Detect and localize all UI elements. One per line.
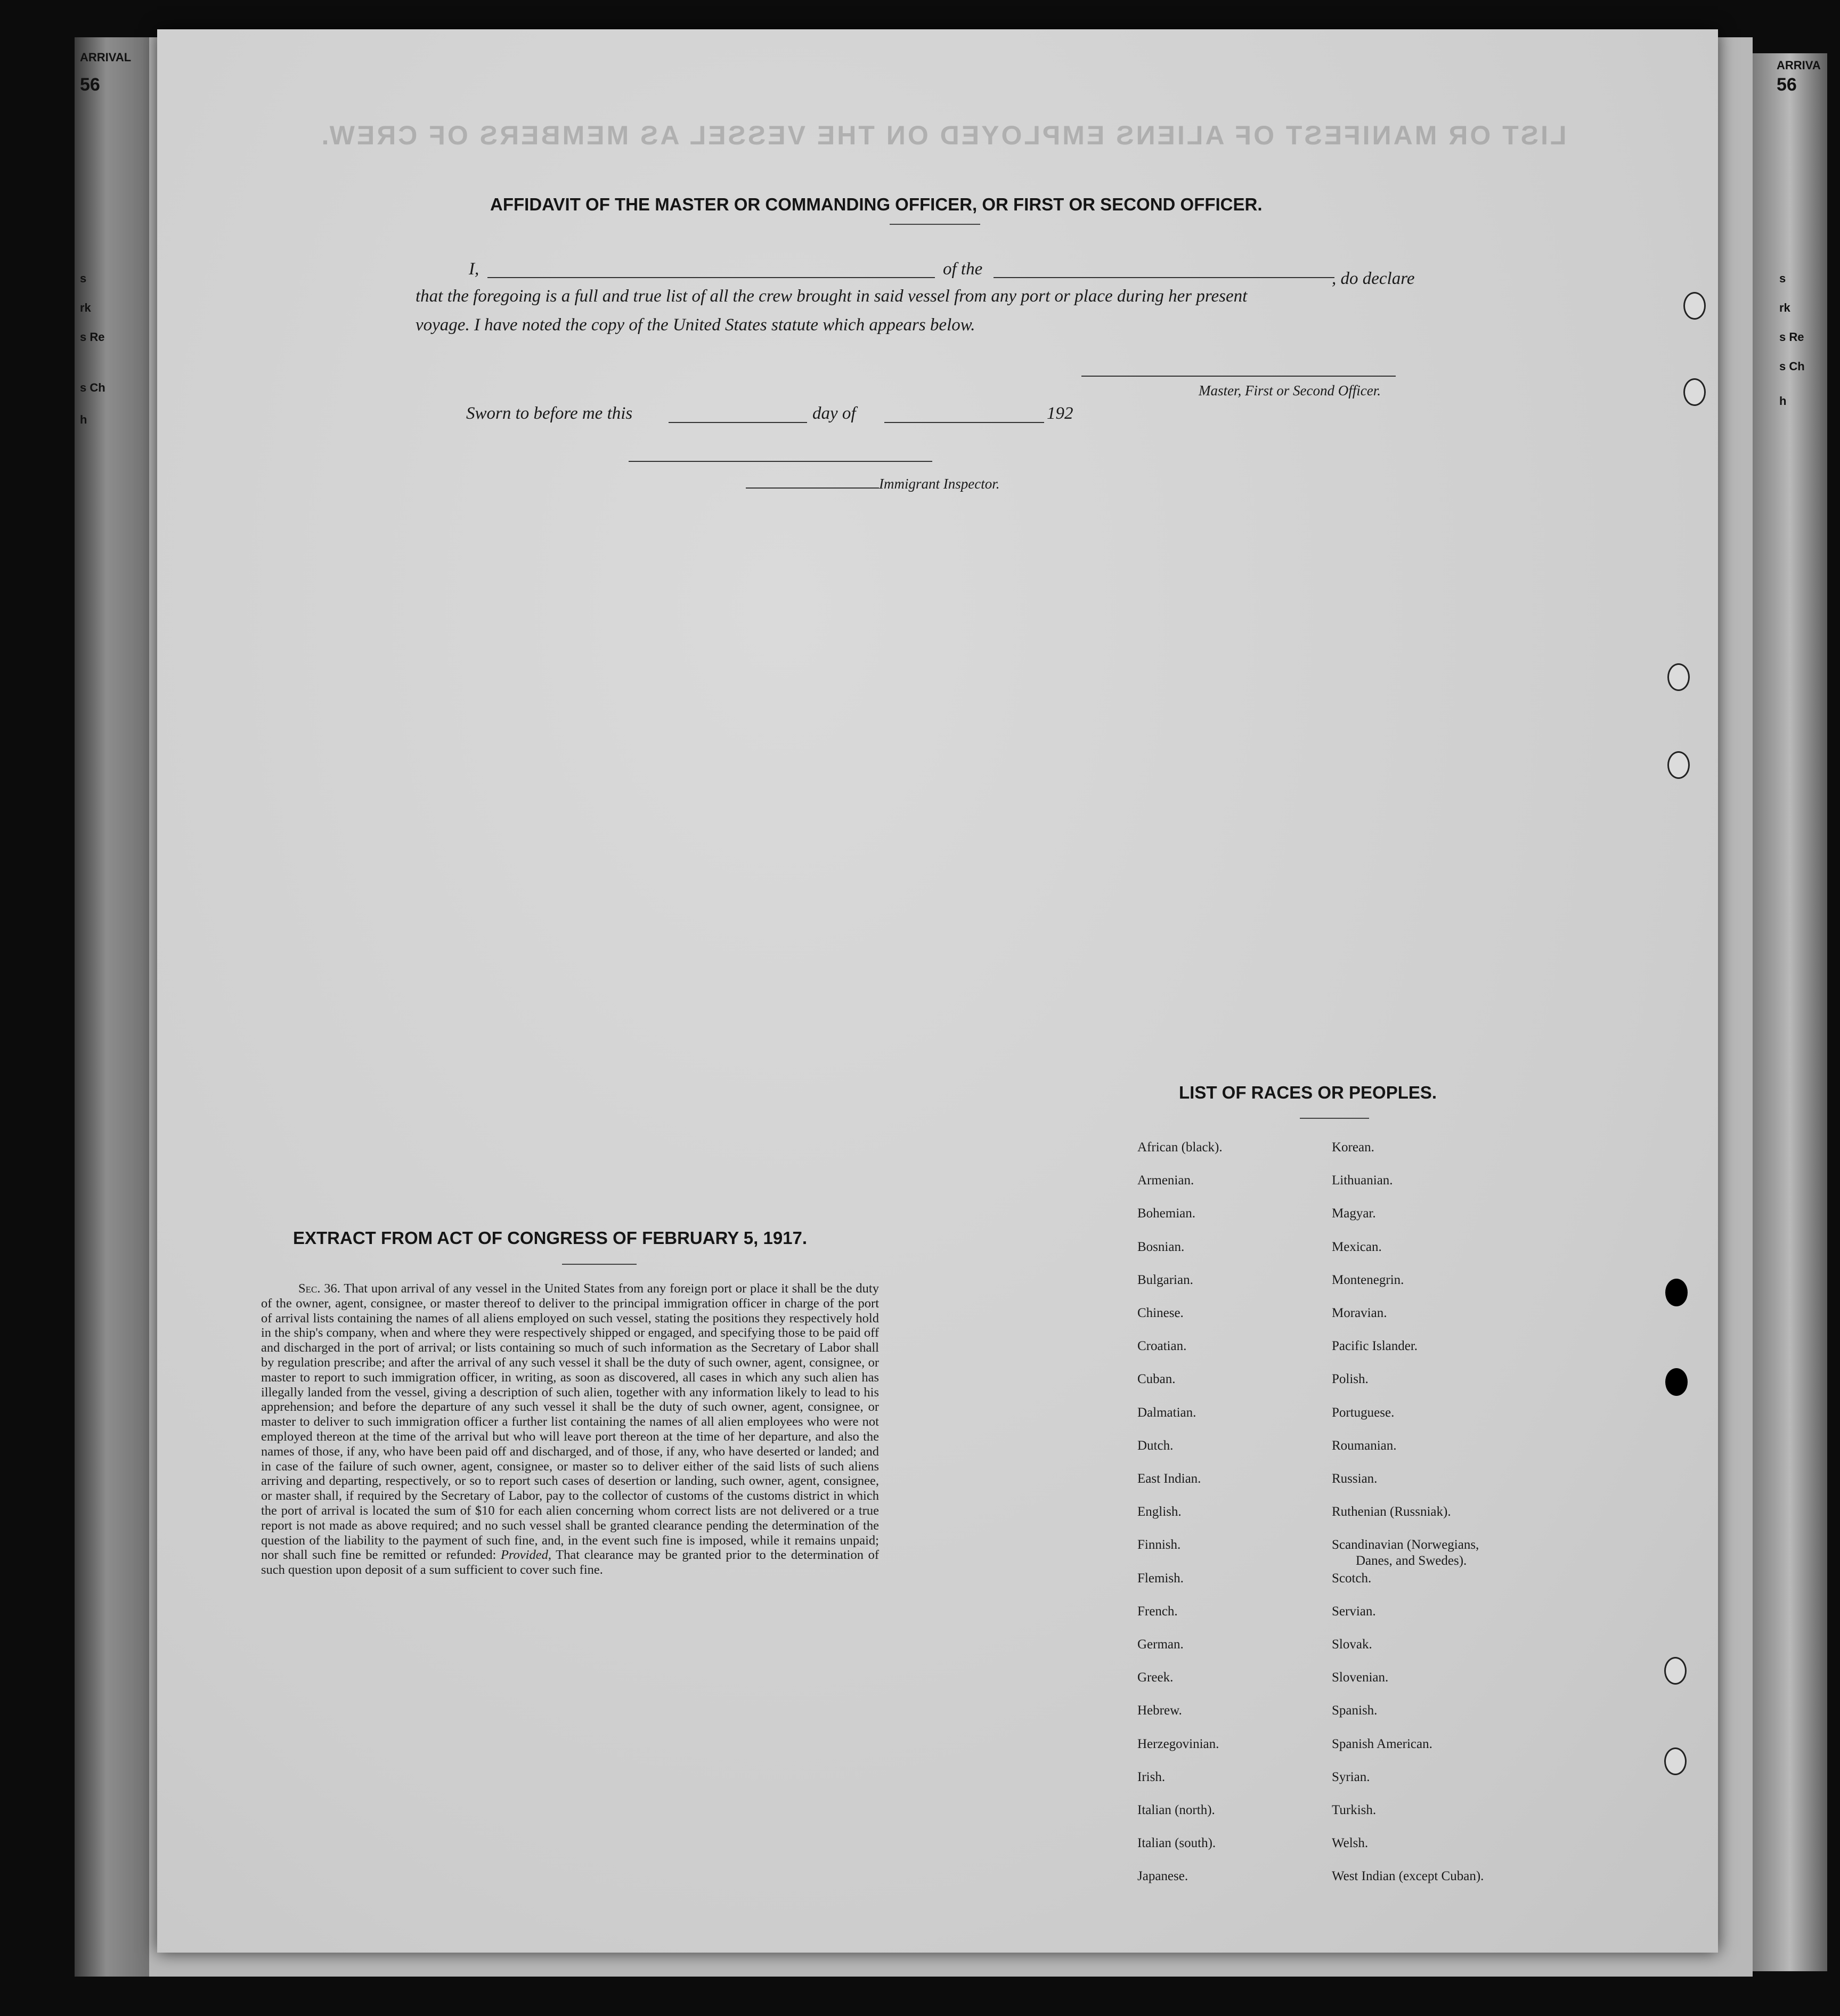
race-item: Chinese. — [1137, 1306, 1184, 1320]
race-item: Bohemian. — [1137, 1206, 1196, 1221]
race-item: Hebrew. — [1137, 1703, 1182, 1718]
race-item: Moravian. — [1332, 1306, 1387, 1320]
left-margin-text: rk — [80, 301, 91, 314]
race-item: Scotch. — [1332, 1571, 1372, 1586]
race-item: Bulgarian. — [1137, 1272, 1193, 1287]
right-margin-text: 56 — [1777, 75, 1797, 95]
year-prefix: 192 — [1047, 404, 1073, 423]
affidavit-line-3: voyage. I have noted the copy of the United States statute which appears below. — [416, 315, 975, 335]
extract-body — [261, 1281, 879, 1578]
sworn-month-field[interactable] — [884, 422, 1044, 423]
day-of-text: day of — [812, 404, 856, 423]
race-item: Magyar. — [1332, 1206, 1376, 1221]
master-signature-field[interactable] — [1081, 376, 1396, 377]
left-margin-text: s Ch — [80, 381, 105, 394]
left-margin-text: s Re — [80, 330, 105, 344]
right-margin-text: s Re — [1779, 330, 1804, 344]
inspector-short-rule — [746, 487, 879, 489]
race-item: Bosnian. — [1137, 1239, 1185, 1254]
race-item: Flemish. — [1137, 1571, 1184, 1586]
race-item: Italian (north). — [1137, 1803, 1215, 1817]
race-item: Pacific Islander. — [1332, 1339, 1418, 1354]
race-item: Korean. — [1332, 1140, 1374, 1155]
race-item: Japanese. — [1137, 1869, 1188, 1884]
race-item: Herzegovinian. — [1137, 1736, 1219, 1751]
race-item: Roumanian. — [1332, 1438, 1397, 1453]
race-item: Slovak. — [1332, 1637, 1372, 1652]
race-item: Danes, and Swedes). — [1356, 1554, 1467, 1568]
race-item: German. — [1137, 1637, 1184, 1652]
extract-rule — [562, 1264, 637, 1265]
title-rule — [890, 224, 980, 225]
right-margin-text: rk — [1779, 301, 1790, 314]
race-item: Polish. — [1332, 1372, 1369, 1387]
race-item: Mexican. — [1332, 1239, 1382, 1254]
vessel-blank-field[interactable] — [994, 277, 1334, 278]
race-item: African (black). — [1137, 1140, 1223, 1155]
extract-body-part-1: That upon arrival of any vessel in the United States from any foreign port or place it shall be the duty of the owner, agent, consignee, or master thereof to deliver to the principal immigration officer in charge of the port of arrival lists containing the names of all aliens employed on such vessel, stating the positions they respectively hold in the ship's company, when and where they were respectively shipped or engaged, and specifying those to be paid off and discharged in the port of arrival; or lists containing so much of such information as the Secretary of Labor shall by regulation prescribe; and after the arrival of any such vessel it shall be the duty of such owner, agent, consignee, or master to report to such immigration officer, in writing, as soon as discovered, all cases in which any such alien has illegally landed from the vessel, giving a description of such alien, together with any information likely to lead to his apprehension; and before the departure of any such vessel it shall be the duty of such owner, agent, consignee, or master to deliver to such immigration officer a further list containing the names of all alien employees who were not employed thereon at the time of the arrival but who will leave port thereon at the time of her departure, and also the names of those, if any, who have been paid off and discharged, and of those, if any, who have deserted or landed; and in case of the failure of such owner, agent, consignee, or master so to deliver either of the said lists of such aliens arriving and departing, respectively, or so to report such cases of desertion or landing, such owner, agent, consignee, or master shall, if required by the Secretary of Labor, pay to the collector of customs of the customs district in which the port of arrival is located the sum of $10 for each alien concerning whom correct lists are not delivered or a true report is not made as above required; and no such vessel shall be granted clearance pending the determination of the question of the liability to the payment of such fine, and, in the event such fine is imposed, while it remains unpaid; nor shall such fine be remitted or refunded: — [261, 1281, 879, 1563]
left-margin-text: 56 — [80, 75, 100, 95]
provided-word: Provided, — [500, 1548, 551, 1563]
bleed-through-heading: LIST OR MANIFEST OF ALIENS EMPLOYED ON THE VESSEL AS MEMBERS OF CREW. — [319, 120, 1567, 150]
affidavit-title: AFFIDAVIT OF THE MASTER OR COMMANDING OFFICER, OR FIRST OR SECOND OFFICER. — [490, 194, 1263, 214]
right-margin-text: s Ch — [1779, 360, 1805, 373]
race-item: Welsh. — [1332, 1836, 1369, 1851]
binder-hole — [1667, 751, 1690, 779]
extract-body-part-2: That clearance may be granted prior to the determination of such question upon deposit of a sum sufficient to cover such fine. — [261, 1548, 879, 1578]
race-item: Greek. — [1137, 1670, 1174, 1685]
binder-hole-filled — [1665, 1279, 1688, 1306]
right-margin-text: h — [1779, 394, 1787, 408]
race-item: Russian. — [1332, 1472, 1378, 1486]
race-item: Montenegrin. — [1332, 1272, 1404, 1287]
race-item: Servian. — [1332, 1604, 1376, 1619]
race-item: Ruthenian (Russniak). — [1332, 1505, 1451, 1519]
binder-hole — [1664, 1657, 1687, 1685]
affidavit-declare: , do declare — [1332, 269, 1415, 288]
race-item: Croatian. — [1137, 1339, 1187, 1354]
sworn-text: Sworn to before me this — [466, 404, 633, 423]
affidavit-i: I, — [469, 259, 479, 279]
left-margin-text: h — [80, 413, 87, 426]
race-item: Spanish American. — [1332, 1736, 1432, 1751]
race-item: Italian (south). — [1137, 1836, 1216, 1851]
race-item: Spanish. — [1332, 1703, 1378, 1718]
binder-hole — [1683, 378, 1706, 406]
left-margin-text: ARRIVAL — [80, 51, 132, 64]
sec-label: Sec. 36. — [298, 1281, 340, 1296]
binder-hole-filled — [1665, 1368, 1688, 1396]
left-margin-text: s — [80, 272, 87, 285]
binder-hole — [1683, 292, 1706, 320]
race-item: Dalmatian. — [1137, 1405, 1196, 1420]
race-item: Irish. — [1137, 1769, 1166, 1784]
sworn-day-field[interactable] — [669, 422, 807, 423]
race-item: Cuban. — [1137, 1372, 1176, 1387]
race-item: Syrian. — [1332, 1769, 1370, 1784]
races-title: LIST OF RACES OR PEOPLES. — [1179, 1083, 1437, 1102]
race-item: Finnish. — [1137, 1538, 1181, 1552]
race-item: East Indian. — [1137, 1472, 1201, 1486]
right-margin-text: ARRIVA — [1777, 59, 1821, 72]
affidavit-of-the: of the — [943, 259, 983, 279]
right-margin-text: s — [1779, 272, 1786, 285]
inspector-label: Immigrant Inspector. — [879, 476, 1000, 492]
adjacent-page-left — [75, 37, 154, 1977]
race-item: Portuguese. — [1332, 1405, 1395, 1420]
race-item: Turkish. — [1332, 1803, 1377, 1817]
race-item: Dutch. — [1137, 1438, 1174, 1453]
name-blank-field[interactable] — [487, 277, 935, 278]
inspector-signature-field[interactable] — [629, 461, 932, 462]
race-item: Scandinavian (Norwegians, — [1332, 1538, 1479, 1552]
affidavit-line-2: that the foregoing is a full and true list of all the crew brought in said vessel from any port or place during her present — [416, 287, 1248, 306]
race-item: English. — [1137, 1505, 1182, 1519]
race-item: French. — [1137, 1604, 1178, 1619]
binder-hole — [1667, 663, 1690, 691]
extract-title: EXTRACT FROM ACT OF CONGRESS OF FEBRUARY 5, 1917. — [293, 1228, 808, 1248]
master-label: Master, First or Second Officer. — [1199, 383, 1381, 399]
race-item: Lithuanian. — [1332, 1173, 1393, 1188]
race-item: West Indian (except Cuban). — [1332, 1869, 1484, 1884]
binder-hole — [1664, 1747, 1687, 1775]
race-item: Armenian. — [1137, 1173, 1194, 1188]
race-item: Slovenian. — [1332, 1670, 1389, 1685]
races-rule — [1300, 1118, 1369, 1119]
